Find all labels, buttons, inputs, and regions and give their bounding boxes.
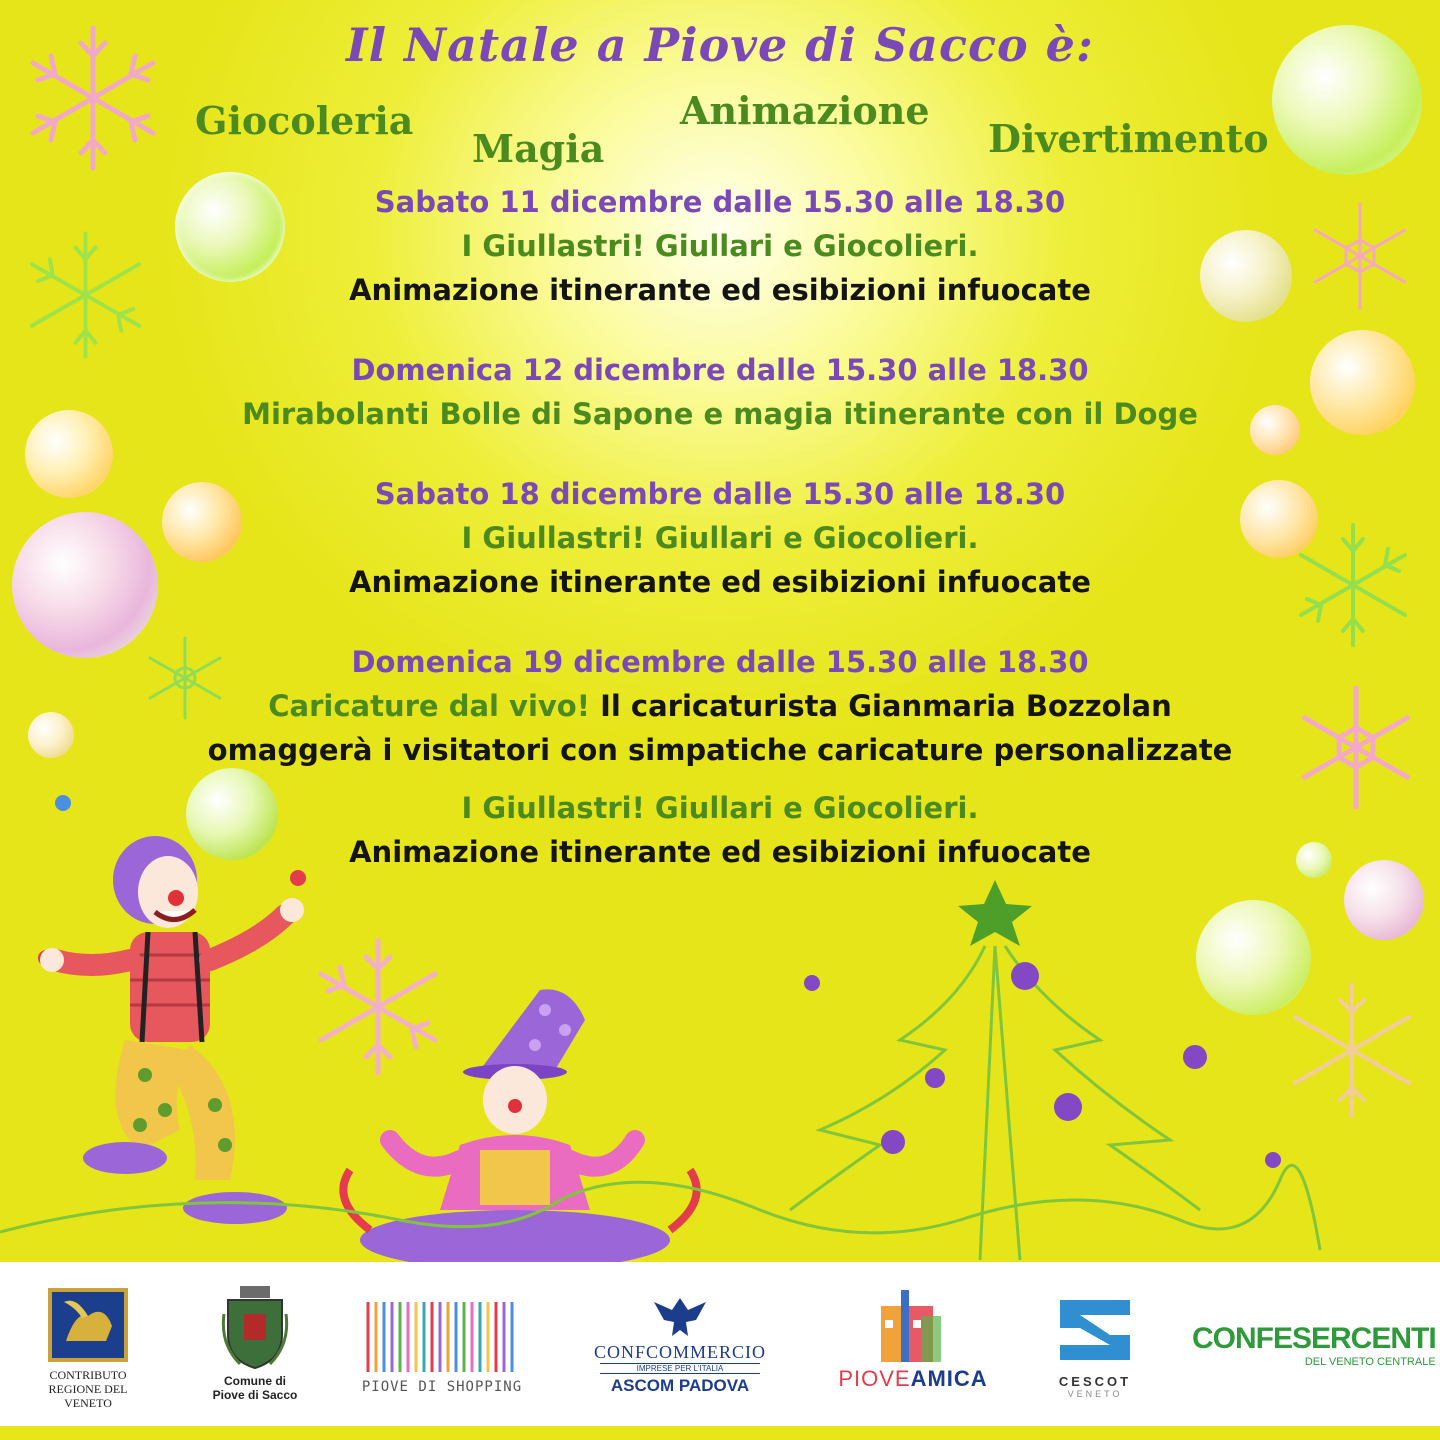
keyword-magia: Magia	[472, 126, 605, 171]
logo-text: IMPRESE PER L'ITALIA	[600, 1363, 760, 1374]
event-description: I Giullastri! Giullari e Giocolieri.	[461, 791, 979, 825]
sponsor-footer	[0, 1262, 1440, 1426]
bottom-border	[0, 1426, 1440, 1440]
event-description: Mirabolanti Bolle di Sapone e magia itinerante con il Doge	[242, 397, 1198, 431]
logo-text: DEL VENETO CENTRALE	[1304, 1356, 1436, 1368]
snowflake-icon	[1305, 196, 1415, 316]
cescot-mark-icon	[1050, 1290, 1140, 1370]
event-schedule	[200, 180, 1240, 874]
bubble-decoration	[28, 712, 74, 758]
logo-text: VENETO	[1067, 1389, 1123, 1399]
regione-veneto-logo	[28, 1286, 148, 1410]
snowflake-icon	[1288, 515, 1418, 655]
lion-of-st-mark-icon	[46, 1286, 130, 1364]
bubble-decoration	[12, 512, 158, 658]
bubble-decoration	[1310, 330, 1415, 435]
event-description	[200, 684, 1240, 728]
event-date: Domenica 12 dicembre dalle 15.30 alle 18.30	[351, 353, 1089, 387]
bubble-decoration	[25, 410, 113, 498]
logo-text-part: AMICA	[910, 1366, 988, 1391]
logo-text: CONFCOMMERCIO	[593, 1342, 767, 1362]
event-description: Animazione itinerante ed esibizioni infuocate	[349, 565, 1091, 599]
coat-of-arms-icon	[220, 1284, 290, 1370]
logo-text: CESCOT	[1058, 1374, 1132, 1389]
comune-piove-logo	[200, 1284, 310, 1402]
logo-text-part: PIOVE	[838, 1366, 911, 1391]
event-text: Il caricaturista Gianmaria Bozzolan	[589, 689, 1172, 723]
building-icon	[873, 1286, 953, 1362]
keyword-animazione: Animazione	[680, 88, 930, 133]
piove-di-shopping-logo	[352, 1302, 532, 1395]
event-date: Sabato 18 dicembre dalle 15.30 alle 18.30	[374, 477, 1066, 511]
event-description: Animazione itinerante ed esibizioni infuocate	[349, 273, 1091, 307]
event-description: Animazione itinerante ed esibizioni infuocate	[349, 835, 1091, 869]
logo-text: PIOVE DI SHOPPING	[358, 1379, 526, 1395]
logo-caption: CONTRIBUTO	[49, 1368, 127, 1382]
bubble-decoration	[1250, 405, 1300, 455]
christmas-tree-illustration	[0, 880, 1440, 1262]
juggling-ball	[55, 795, 71, 811]
cescot-logo	[1040, 1290, 1150, 1399]
eagle-icon	[652, 1292, 708, 1338]
bubble-decoration	[1296, 842, 1332, 878]
event-description: I Giullastri! Giullari e Giocolieri.	[461, 229, 979, 263]
event-date: Sabato 11 dicembre dalle 15.30 alle 18.30	[374, 185, 1066, 219]
logo-text: ASCOM PADOVA	[610, 1376, 750, 1395]
keyword-divertimento: Divertimento	[988, 116, 1269, 161]
event-description: omaggerà i visitatori con simpatiche caricature personalizzate	[207, 733, 1233, 767]
logo-caption: REGIONE DEL VENETO	[48, 1382, 128, 1410]
confcommercio-logo	[580, 1292, 780, 1396]
snowflake-icon	[1292, 680, 1420, 815]
event-highlight: Caricature dal vivo!	[268, 689, 590, 723]
keyword-giocoleria: Giocoleria	[195, 98, 414, 143]
confesercenti-logo	[1190, 1302, 1436, 1388]
logo-text: CONFESERCENTI	[1192, 1322, 1436, 1355]
poster-title: Il Natale a Piove di Sacco è:	[346, 18, 1094, 72]
event-description: I Giullastri! Giullari e Giocolieri.	[461, 521, 979, 555]
logo-caption: Piove di Sacco	[212, 1388, 298, 1402]
barcode-icon	[362, 1302, 522, 1372]
pioveamica-logo	[838, 1286, 988, 1392]
event-date: Domenica 19 dicembre dalle 15.30 alle 18.30	[351, 645, 1089, 679]
logo-text	[838, 1366, 988, 1392]
snowflake-icon	[18, 225, 153, 365]
logo-caption: Comune di	[224, 1374, 286, 1388]
